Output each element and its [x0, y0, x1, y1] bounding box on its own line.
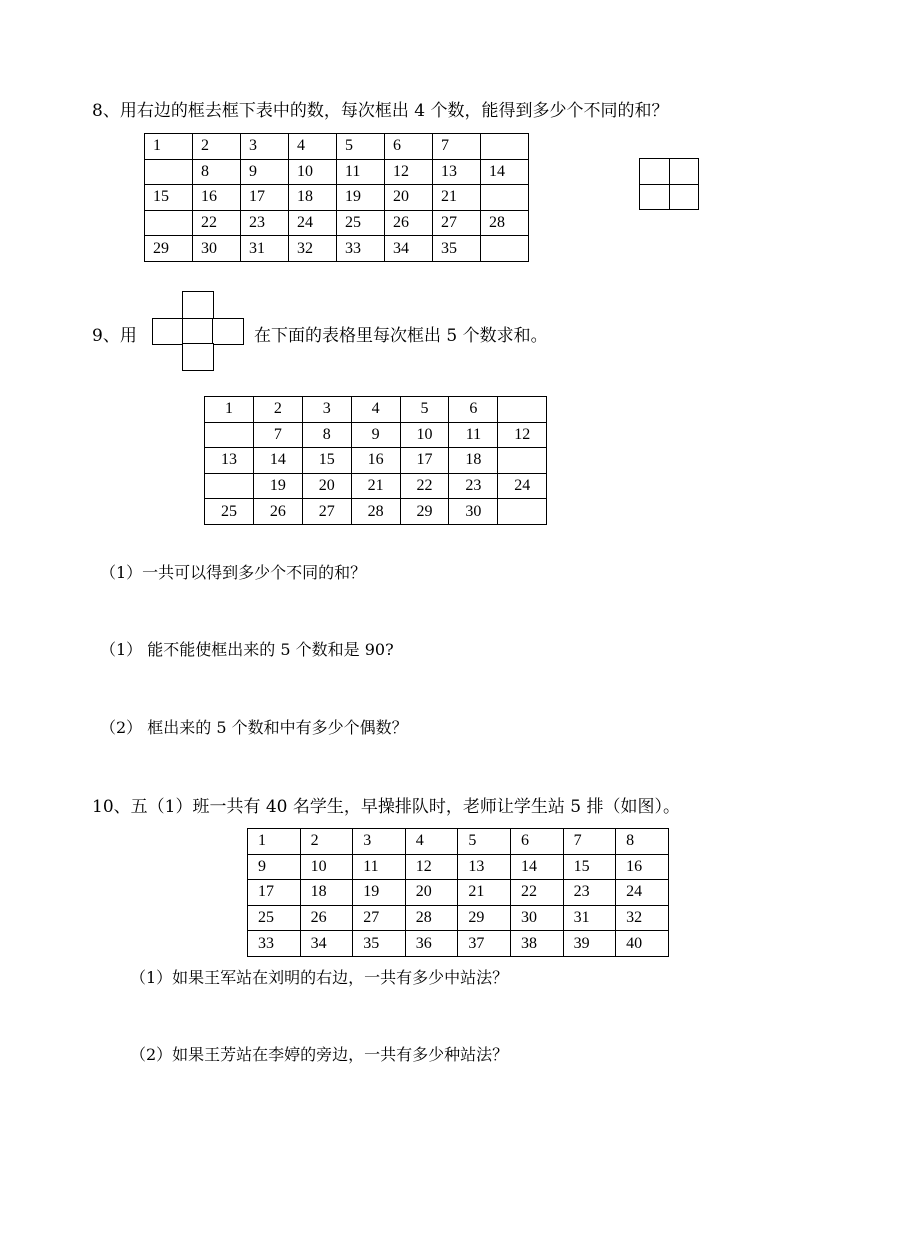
table-cell	[481, 185, 529, 211]
table-cell: 13	[458, 854, 511, 880]
table-row	[248, 931, 669, 957]
table-cell: 37	[458, 931, 511, 957]
table-cell: 15	[302, 448, 351, 474]
table-cell	[498, 448, 547, 474]
table-cell: 13	[433, 159, 481, 185]
table-row	[205, 397, 547, 423]
table-cell: 24	[289, 210, 337, 236]
table-cell: 17	[241, 185, 289, 211]
table-cell: 27	[353, 905, 406, 931]
table-cell: 19	[337, 185, 385, 211]
table-cell: 16	[193, 185, 241, 211]
table-cell: 15	[145, 185, 193, 211]
table-cell: 30	[510, 905, 563, 931]
table-cell: 12	[498, 422, 547, 448]
table-cell: 5	[458, 829, 511, 855]
table-cell	[481, 134, 529, 160]
question-9-sub-1: （1）一共可以得到多少个不同的和？	[100, 563, 367, 582]
table-cell: 25	[205, 499, 254, 525]
table-cell: 17	[400, 448, 449, 474]
table-cell: 8	[193, 159, 241, 185]
table-cell: 8	[616, 829, 669, 855]
table-cell: 1	[145, 134, 193, 160]
question-10-text: 10、五（1）班一共有 40 名学生，早操排队时，老师让学生站 5 排（如图）。	[92, 797, 681, 817]
table-cell: 34	[300, 931, 353, 957]
table-cell: 1	[205, 397, 254, 423]
table-cell	[145, 159, 193, 185]
table-row	[205, 422, 547, 448]
table-cell: 11	[337, 159, 385, 185]
table-cell	[205, 473, 254, 499]
table-cell: 26	[385, 210, 433, 236]
table-row	[145, 210, 529, 236]
table-cell: 29	[145, 236, 193, 262]
table-row	[145, 236, 529, 262]
table-cell: 19	[353, 880, 406, 906]
table-cell: 28	[481, 210, 529, 236]
square-frame-icon	[639, 158, 699, 210]
table-cell: 8	[302, 422, 351, 448]
table-cell: 32	[616, 905, 669, 931]
table-cell: 33	[248, 931, 301, 957]
question-10-number-table	[247, 828, 669, 957]
table-cell: 34	[385, 236, 433, 262]
table-cell: 14	[481, 159, 529, 185]
question-9-number-table	[204, 396, 547, 525]
table-cell: 2	[300, 829, 353, 855]
table-cell: 26	[300, 905, 353, 931]
table-cell: 20	[302, 473, 351, 499]
table-cell: 13	[205, 448, 254, 474]
table-cell: 27	[302, 499, 351, 525]
table-cell: 24	[498, 473, 547, 499]
table-cell: 21	[458, 880, 511, 906]
table-cell: 9	[248, 854, 301, 880]
table-cell: 35	[353, 931, 406, 957]
table-cell: 7	[563, 829, 616, 855]
table-cell: 36	[405, 931, 458, 957]
question-9-text: 在下面的表格里每次框出 5 个数求和。	[254, 326, 548, 346]
table-cell: 7	[433, 134, 481, 160]
table-cell	[498, 397, 547, 423]
table-cell: 7	[253, 422, 302, 448]
table-row	[205, 448, 547, 474]
table-cell: 6	[510, 829, 563, 855]
table-row	[205, 499, 547, 525]
table-cell: 2	[253, 397, 302, 423]
question-10-sub-2: （2）如果王芳站在李婷的旁边，一共有多少种站法？	[130, 1045, 509, 1064]
table-row	[145, 159, 529, 185]
table-cell: 10	[400, 422, 449, 448]
table-cell: 25	[337, 210, 385, 236]
table-cell: 2	[193, 134, 241, 160]
table-cell: 28	[405, 905, 458, 931]
table-cell: 9	[241, 159, 289, 185]
table-cell: 16	[351, 448, 400, 474]
table-row	[145, 134, 529, 160]
table-row	[205, 473, 547, 499]
table-cell: 19	[253, 473, 302, 499]
table-cell: 24	[616, 880, 669, 906]
table-cell: 10	[289, 159, 337, 185]
question-9-sub-2: （1） 能不能使框出来的 5 个数和是 90?	[100, 640, 394, 659]
table-cell: 18	[289, 185, 337, 211]
table-cell: 29	[400, 499, 449, 525]
question-10-sub-1: （1）如果王军站在刘明的右边，一共有多少中站法？	[130, 968, 509, 987]
table-cell: 21	[433, 185, 481, 211]
table-cell: 23	[449, 473, 498, 499]
table-cell: 4	[405, 829, 458, 855]
table-cell: 30	[193, 236, 241, 262]
cross-frame-icon	[152, 291, 244, 371]
table-cell	[481, 236, 529, 262]
question-8-text: 8、用右边的框去框下表中的数，每次框出 4 个数，能得到多少个不同的和？	[92, 101, 669, 121]
table-cell: 31	[241, 236, 289, 262]
table-cell: 33	[337, 236, 385, 262]
table-row	[248, 905, 669, 931]
table-cell: 39	[563, 931, 616, 957]
table-cell: 11	[449, 422, 498, 448]
table-cell: 3	[353, 829, 406, 855]
table-cell: 6	[449, 397, 498, 423]
table-cell: 23	[563, 880, 616, 906]
table-cell: 17	[248, 880, 301, 906]
table-cell: 12	[385, 159, 433, 185]
table-cell: 16	[616, 854, 669, 880]
table-cell: 1	[248, 829, 301, 855]
table-row	[248, 880, 669, 906]
table-cell: 14	[510, 854, 563, 880]
table-cell: 40	[616, 931, 669, 957]
table-cell: 35	[433, 236, 481, 262]
table-cell	[205, 422, 254, 448]
table-cell	[498, 499, 547, 525]
question-9-prefix: 9、用	[92, 326, 137, 346]
table-cell: 32	[289, 236, 337, 262]
table-cell: 28	[351, 499, 400, 525]
table-cell: 5	[400, 397, 449, 423]
table-cell: 11	[353, 854, 406, 880]
table-cell: 12	[405, 854, 458, 880]
table-cell: 4	[289, 134, 337, 160]
table-cell: 30	[449, 499, 498, 525]
table-cell: 20	[385, 185, 433, 211]
table-row	[145, 185, 529, 211]
table-cell: 31	[563, 905, 616, 931]
table-cell: 14	[253, 448, 302, 474]
table-cell: 23	[241, 210, 289, 236]
table-cell: 38	[510, 931, 563, 957]
table-cell: 9	[351, 422, 400, 448]
question-9-sub-3: （2） 框出来的 5 个数和中有多少个偶数？	[100, 718, 408, 737]
table-row	[248, 854, 669, 880]
table-cell: 3	[302, 397, 351, 423]
table-row	[248, 829, 669, 855]
table-cell: 29	[458, 905, 511, 931]
table-cell: 26	[253, 499, 302, 525]
question-8-number-table	[144, 133, 529, 262]
table-cell	[145, 210, 193, 236]
table-cell: 4	[351, 397, 400, 423]
table-cell: 3	[241, 134, 289, 160]
table-cell: 22	[400, 473, 449, 499]
table-cell: 18	[449, 448, 498, 474]
table-cell: 18	[300, 880, 353, 906]
table-cell: 6	[385, 134, 433, 160]
table-cell: 27	[433, 210, 481, 236]
table-cell: 10	[300, 854, 353, 880]
table-cell: 22	[510, 880, 563, 906]
table-cell: 22	[193, 210, 241, 236]
table-cell: 15	[563, 854, 616, 880]
table-cell: 5	[337, 134, 385, 160]
table-cell: 21	[351, 473, 400, 499]
table-cell: 25	[248, 905, 301, 931]
table-cell: 20	[405, 880, 458, 906]
